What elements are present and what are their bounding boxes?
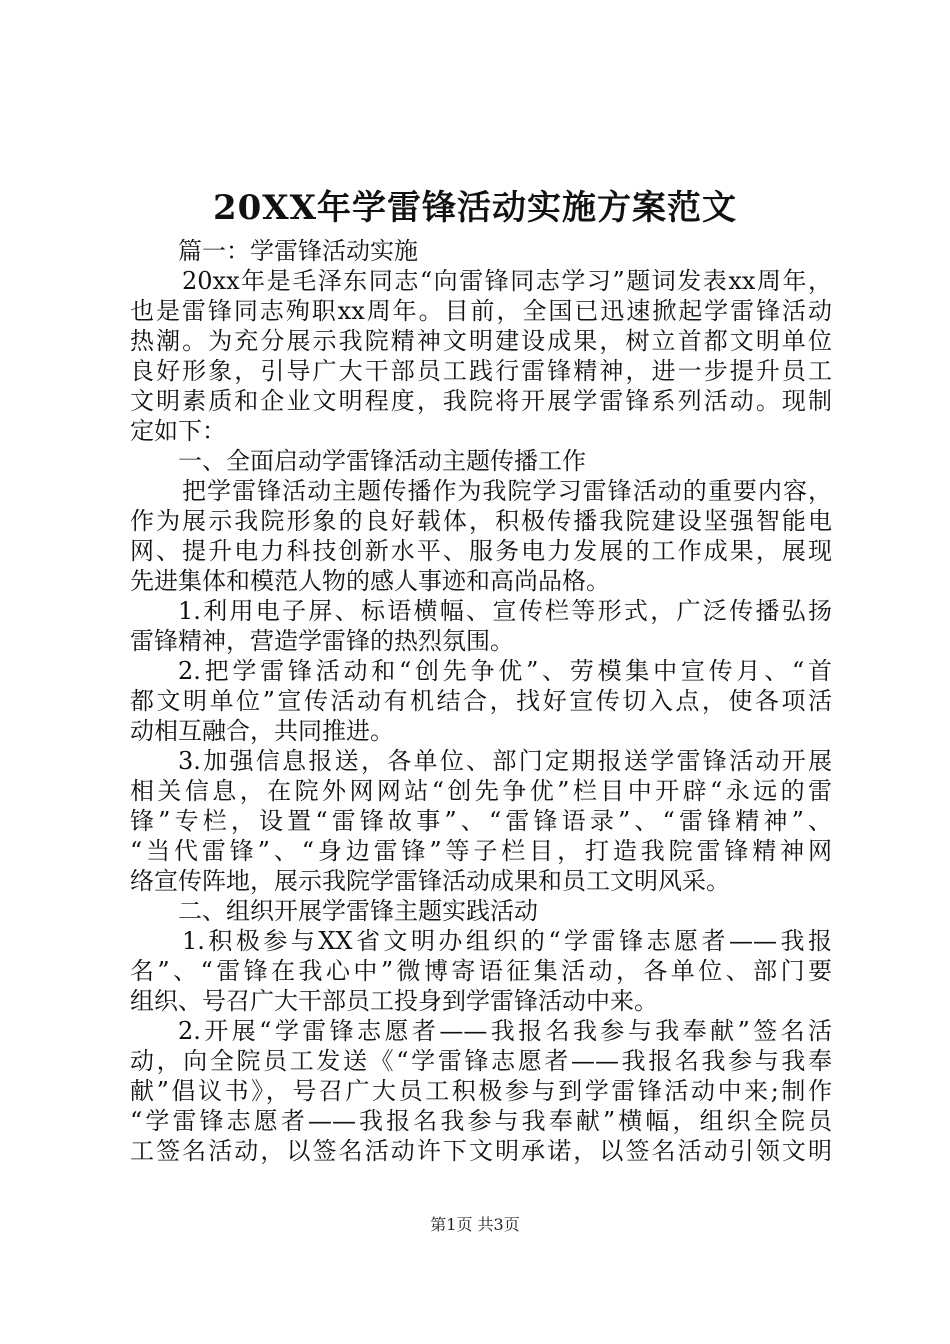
body-text-line: 热潮。为充分展示我院精神文明建设成果，树立首都文明单位 xyxy=(130,327,832,355)
body-text-line: 定如下： xyxy=(130,417,226,445)
document-title: 20XX年学雷锋活动实施方案范文 xyxy=(212,188,738,228)
body-text-line: 献”倡议书》，号召广大员工积极参与到学雷锋活动中来;制作 xyxy=(130,1077,832,1105)
body-text-line: 2.把学雷锋活动和“创先争优”、劳模集中宣传月、“首 xyxy=(178,657,832,685)
body-text-line: 工签名活动，以签名活动许下文明承诺，以签名活动引领文明 xyxy=(130,1137,832,1165)
body-text-line: 一、全面启动学雷锋活动主题传播工作 xyxy=(178,447,586,475)
body-text-line: “学雷锋志愿者——我报名我参与我奉献”横幅，组织全院员 xyxy=(130,1107,832,1135)
body-text-line: 动，向全院员工发送《“学雷锋志愿者——我报名我参与我奉 xyxy=(130,1047,832,1075)
body-text-line: 1.利用电子屏、标语横幅、宣传栏等形式，广泛传播弘扬 xyxy=(178,597,832,625)
body-text-line: 锋”专栏，设置“雷锋故事”、“雷锋语录”、“雷锋精神”、 xyxy=(130,807,832,835)
body-text-line: 动相互融合，共同推进。 xyxy=(130,717,394,745)
body-text-line: 文明素质和企业文明程度，我院将开展学雷锋系列活动。现制 xyxy=(130,387,832,415)
body-text-line: 也是雷锋同志殉职xx周年。目前，全国已迅速掀起学雷锋活动 xyxy=(130,297,832,325)
body-text-line: 组织、号召广大干部员工投身到学雷锋活动中来。 xyxy=(130,987,658,1015)
body-text-line: 2.开展“学雷锋志愿者——我报名我参与我奉献”签名活 xyxy=(178,1017,832,1045)
body-text-line: 把学雷锋活动主题传播作为我院学习雷锋活动的重要内容， xyxy=(182,477,832,505)
body-text-line: 都文明单位”宣传活动有机结合，找好宣传切入点，使各项活 xyxy=(130,687,832,715)
body-text-line: 1.积极参与XX省文明办组织的“学雷锋志愿者——我报 xyxy=(182,927,832,955)
body-text-line: 络宣传阵地，展示我院学雷锋活动成果和员工文明风采。 xyxy=(130,867,730,895)
document-body xyxy=(130,236,832,1166)
page-footer: 第1页 共3页 xyxy=(430,1215,520,1234)
body-text-line: 名”、“雷锋在我心中”微博寄语征集活动，各单位、部门要 xyxy=(130,957,832,985)
body-text-line: 相关信息，在院外网网站“创先争优”栏目中开辟“永远的雷 xyxy=(130,777,832,805)
body-text-line: 作为展示我院形象的良好载体，积极传播我院建设坚强智能电 xyxy=(130,507,832,535)
body-text-line: 网、提升电力科技创新水平、服务电力发展的工作成果，展现 xyxy=(130,537,832,565)
body-text-line: 二、组织开展学雷锋主题实践活动 xyxy=(178,897,538,925)
body-text-line: 雷锋精神，营造学雷锋的热烈氛围。 xyxy=(130,627,514,655)
body-text-line: 良好形象，引导广大干部员工践行雷锋精神，进一步提升员工 xyxy=(130,357,832,385)
body-text-line: 20xx年是毛泽东同志“向雷锋同志学习”题词发表xx周年， xyxy=(182,267,832,295)
body-text-line: 先进集体和模范人物的感人事迹和高尚品格。 xyxy=(130,567,610,595)
body-text-line: 3.加强信息报送，各单位、部门定期报送学雷锋活动开展 xyxy=(178,747,832,775)
body-text-line: “当代雷锋”、“身边雷锋”等子栏目，打造我院雷锋精神网 xyxy=(130,837,832,865)
body-text-line: 篇一：学雷锋活动实施 xyxy=(178,237,418,265)
